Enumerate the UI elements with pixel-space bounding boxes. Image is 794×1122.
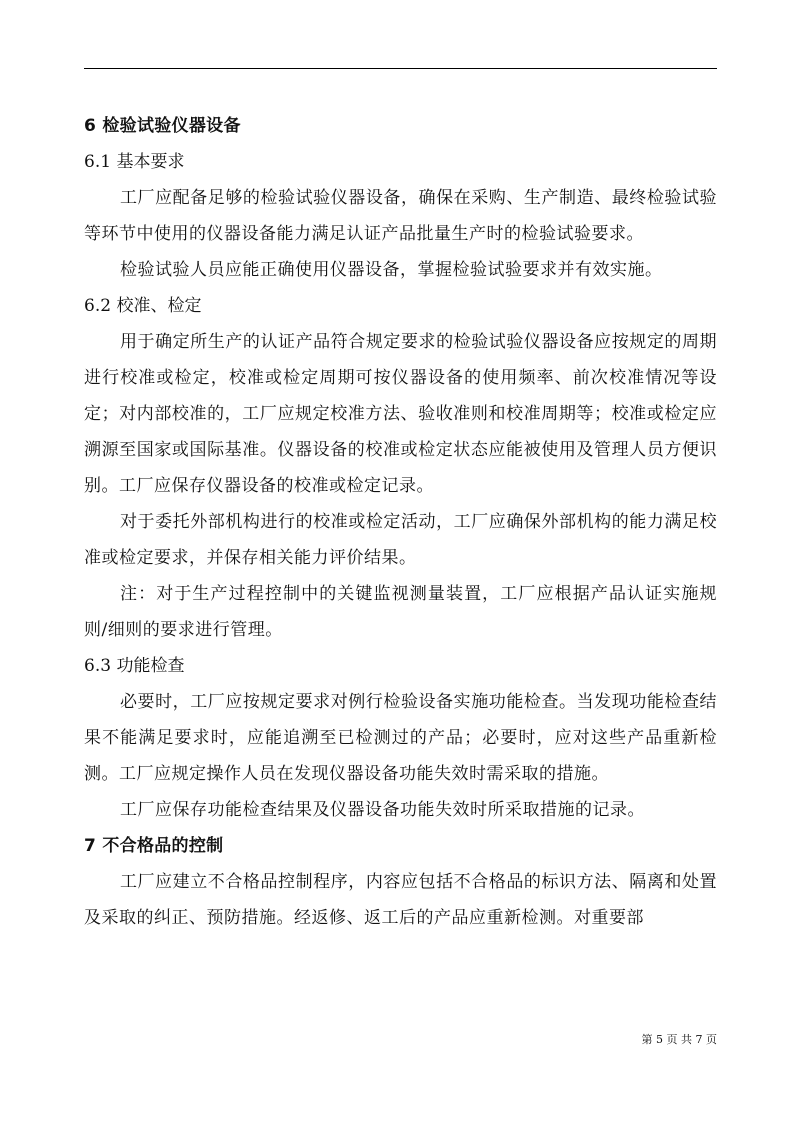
section-7-paragraph-1: 工厂应建立不合格品控制程序，内容应包括不合格品的标识方法、隔离和处置及采取的纠正、预防措施。经返修、返工后的产品应重新检测。对重要部 — [84, 872, 717, 928]
section-6-3-paragraph-2: 工厂应保存功能检查结果及仪器设备功能失效时所采取措施的记录。 — [120, 800, 645, 820]
section-6-1-heading: 6.1 基本要求 — [84, 152, 185, 172]
section-6-heading: 6 检验试验仪器设备 — [84, 116, 241, 136]
section-6-1-paragraph-2: 检验试验人员应能正确使用仪器设备，掌握检验试验要求并有效实施。 — [120, 260, 663, 280]
section-6-2-paragraph-2: 对于委托外部机构进行的校准或检定活动，工厂应确保外部机构的能力满足校准或检定要求，并保存相关能力评价结果。 — [84, 512, 717, 568]
section-7-heading: 7 不合格品的控制 — [84, 836, 224, 856]
header-rule — [84, 68, 717, 69]
section-6-3-paragraph-1: 必要时，工厂应按规定要求对例行检验设备实施功能检查。当发现功能检查结果不能满足要求时，应能追溯至已检测过的产品；必要时，应对这些产品重新检测。工厂应规定操作人员在发现仪器设备功能失效时需采取的措施。 — [84, 692, 717, 784]
section-6-1-paragraph-1: 工厂应配备足够的检验试验仪器设备，确保在采购、生产制造、最终检验试验等环节中使用的仪器设备能力满足认证产品批量生产时的检验试验要求。 — [84, 188, 717, 244]
section-6-3-heading: 6.3 功能检查 — [84, 656, 185, 676]
document-body — [84, 108, 717, 936]
page-number: 第 5 页 共 7 页 — [641, 1033, 717, 1046]
section-6-2-note: 注：对于生产过程控制中的关键监视测量装置，工厂应根据产品认证实施规则/细则的要求进行管理。 — [84, 584, 717, 640]
section-6-2-paragraph-1: 用于确定所生产的认证产品符合规定要求的检验试验仪器设备应按规定的周期进行校准或检定，校准或检定周期可按仪器设备的使用频率、前次校准情况等设定；对内部校准的，工厂应规定校准方法、验收准则和校准周期等；校准或检定应溯源至国家或国际基准。仪器设备的校准或检定状态应能被使用及管理人员方便识别。工厂应保存仪器设备的校准或检定记录。 — [84, 332, 717, 496]
section-6-2-heading: 6.2 校准、检定 — [84, 296, 202, 316]
